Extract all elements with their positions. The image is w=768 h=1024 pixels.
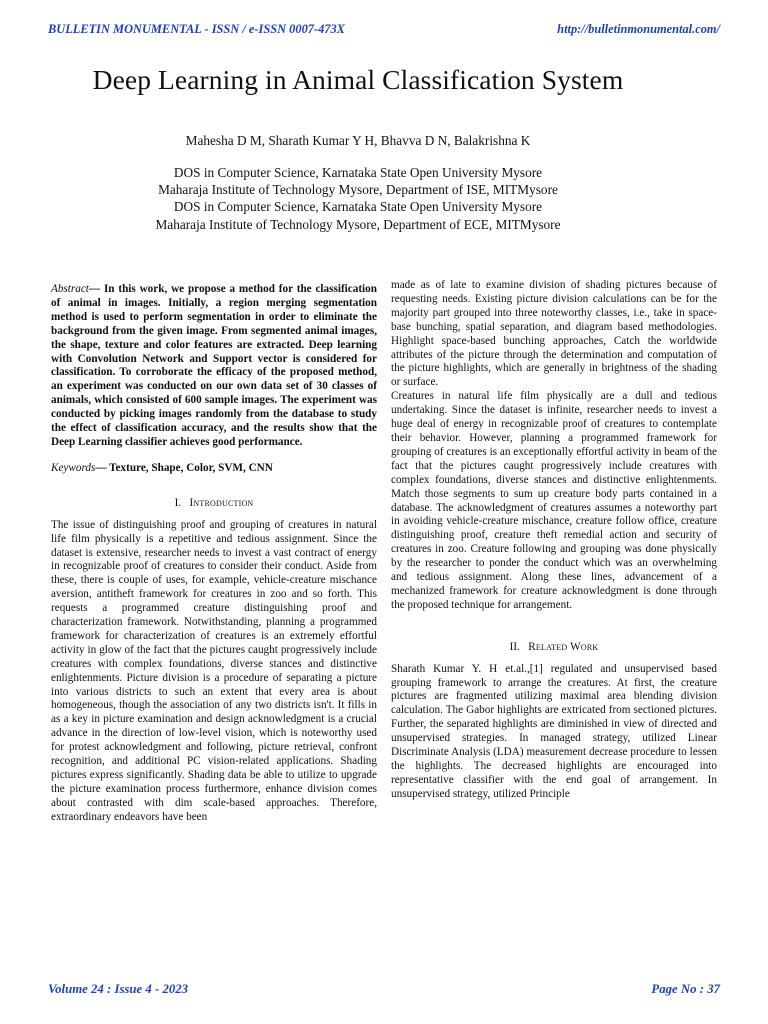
journal-url: http://bulletinmonumental.com/ <box>557 22 720 36</box>
section-title: Related Work <box>528 640 599 653</box>
affiliation-1: DOS in Computer Science, Karnataka State Open University Mysore <box>173 165 543 180</box>
section-number: II. <box>509 640 520 653</box>
right-column <box>391 279 717 802</box>
affiliations <box>0 164 716 233</box>
journal-header: BULLETIN MONUMENTAL - ISSN / e-ISSN 0007-473X <box>48 22 345 36</box>
abstract-text: In this work, we propose a method for the classification of animal in images. Initially, a region merging segmentation method is used to perform segmentation in order to eliminate the background from the given image. From segmented animal images, the shape, texture and color features are extracted. Deep learning with Convolution Network and Support vector is considered for classification. To corroborate the efficacy of the proposed method, an experiment was conducted on our own data set of 30 classes of animals, which consisted of 600 sample images. The experiment was conducted by picking images randomly from the database to study the effect of classification accuracy, and the results show that the Deep Learning classifier achieves good performance. <box>51 283 377 448</box>
section-heading-introduction <box>51 497 377 511</box>
keywords-text: Texture, Shape, Color, SVM, CNN <box>106 461 273 474</box>
issue-footer: Volume 24 : Issue 4 - 2023 <box>48 982 189 996</box>
page-number: Page No : 37 <box>651 982 720 996</box>
abstract-dash: — <box>88 283 101 295</box>
affiliation-3: DOS in Computer Science, Karnataka State Open University Mysore <box>173 199 543 215</box>
related-paragraph-1: Sharath Kumar Y. H et.al.,[1] regulated and unsupervised based grouping framework to arrange the creatures. At first, the creature pictures are fragmented utilizing maximal area blending division calculation. The Gabor highlights are extricated from sectioned pictures. Further, the separated highlights are diminished in view of directed and unsupervised strategies. In managed strategy, utilized Linear Discriminate Analysis (LDA) measurement decrease procedure to lessen the highlights. The decreased highlights are encouraged into representative classifier with the end goal of arrangement. In unsupervised strategy, utilized Principle <box>391 662 717 800</box>
abstract-label: Abstract <box>51 283 89 295</box>
section-number: I. <box>174 496 182 509</box>
keywords <box>51 462 377 476</box>
intro-paragraph-1: The issue of distinguishing proof and grouping of creatures in natural life film physically is a repetitive and tedious assignment. Since the dataset is extensive, researcher needs to invest a vast contract of energy in recognizable proof of creatures to consider their conduct. Aside from these, there is couple of uses, for example, vehicle-creature mischance aversion, antitheft framework for creatures in zoo and so forth. This requests a programmed creature distinguishing proof and characterization framework. Notwithstanding, planning a programmed framework for characterization of creatures is an extremely effortful activity in glow of the fact that the pictures caught progressively include creatures with complex foundations, diverse stances and distinctive enlightenments. Picture division is a procedure of separating a picture into various districts to such an extent that every area is about homogeneous, though the association of any two districts isn't. It fills in as a key in picture examination and design acknowledgment is a crucial advance in the direction of low-level vision, which is noteworthy used for protest acknowledgment and following, picture retrieval, confront recognition, and additional PC vision-related applications. Shading pictures express significantly. Shading data be able to utilize to upgrade the picture examination process furthermore, enhance division comes about contrasted with dim scale-based approaches. Therefore, extraordinary endeavors have been <box>51 518 377 823</box>
paper-title: Deep Learning in Animal Classification System <box>92 64 624 95</box>
keywords-dash: — <box>95 461 107 474</box>
abstract <box>51 283 377 450</box>
affiliation-2: Maharaja Institute of Technology Mysore, Department of ISE, MITMysore <box>158 182 558 198</box>
keywords-label: Keywords <box>51 461 96 474</box>
left-column <box>51 283 377 825</box>
section-heading-related-work <box>391 641 717 655</box>
intro-paragraph-2: Creatures in natural life film physically are a dull and tedious undertaking. Since the dataset is infinite, researcher needs to invest a huge deal of energy in recognizable proof of creatures to contemplate their behavior. However, planning a programmed framework for grouping of creatures is an exceptionally effortful activity in beam of the fact that the pictures caught progressively include creatures with complex foundations, diverse stances and distinctive enlightenments. Match those segments to sum up creature body parts contained in a database. The acknowledgment of creatures assumes a noteworthy part in avoiding vehicle-creature mischance, creature follow office, creature distinguishing proof, creature theft remedial action and security of creatures in zoo. Creature following and grouping was done physically by the researcher to ponder the conduct which was an overwhelming and tedious assignment. Along these lines, advancement of a mechanized framework for creature acknowledgment is done through the proposed technique for arrangement. <box>391 390 717 611</box>
affiliation-4: Maharaja Institute of Technology Mysore, Department of ECE, MITMysore <box>155 216 561 232</box>
author-list: Mahesha D M, Sharath Kumar Y H, Bhavva D N, Balakrishna K <box>185 133 531 148</box>
section-title: Introduction <box>189 496 254 509</box>
intro-paragraph-1-continued: made as of late to examine division of shading pictures because of requesting needs. Existing picture division calculations can be for the majority part grouped into three noteworthy classes, i.e., take in space-base bunching, spatial separation, and diagram based methodologies. Highlight space-based bunching approaches, Catch the worldwide attributes of the picture through the determination and computation of the picture highlights, which are generally in brightness of the shading or surface. <box>391 279 717 389</box>
